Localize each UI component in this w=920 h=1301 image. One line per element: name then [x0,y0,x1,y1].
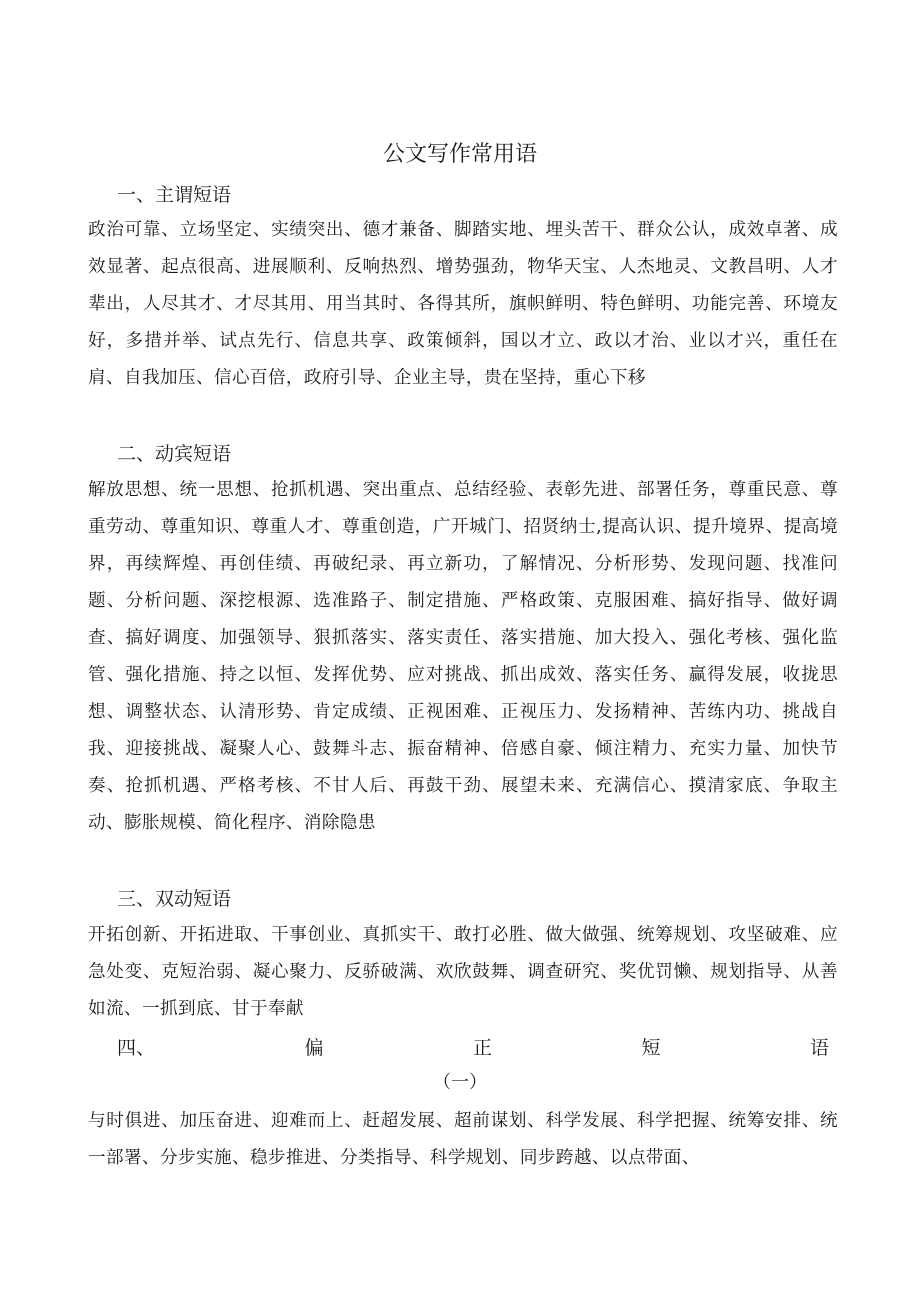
section-2-heading: 二、动宾短语 [117,443,232,465]
section-3-heading: 三、双动短语 [117,888,232,910]
document-title: 公文写作常用语 [382,142,537,167]
section-4-heading [117,1035,829,1061]
section-1-heading: 一、主谓短语 [117,184,232,206]
section-4-heading-part: 语 [809,1037,829,1059]
section-4-heading-part: 四、 [117,1037,156,1059]
section-4-body: 与时俱进、加压奋进、迎难而上、赶超发展、超前谋划、科学发展、科学把握、统筹安排、统一部署、分步实施、稳步推进、分类指导、科学规划、同步跨越、以点带面、 [88,1111,838,1168]
section-1-body: 政治可靠、立场坚定、实绩突出、德才兼备、脚踏实地、埋头苦干、群众公认，成效卓著、成效显著、起点很高、进展顺利、反响热烈、增势强劲，物华天宝、人杰地灵、文教昌明、人才辈出，人尽其才、才尽其用、用当其时、各得其所，旗帜鲜明、特色鲜明、功能完善、环境友好，多措并举、试点先行、信息共享、政策倾斜，国以才立、政以才治、业以才兴，重任在肩、自我加压、信心百倍，政府引导、企业主导，贵在坚持，重心下移 [88,220,838,388]
section-4-heading-part: 短 [641,1037,661,1059]
section-2-body: 解放思想、统一思想、抢抓机遇、突出重点、总结经验、表彰先进、部署任务，尊重民意、尊重劳动、尊重知识、尊重人才、尊重创造，广开城门、招贤纳士,提高认识、提升境界、提高境界，再续辉煌、再创佳绩、再破纪录、再立新功，了解情况、分析形势、发现问题、找准问题、分析问题、深挖根源、选准路子、制定措施、严格政策、克服困难、搞好指导、做好调查、搞好调度、加强领导、狠抓落实、落实责任、落实措施、加大投入、强化考核、强化监管、强化措施、持之以恒、发挥优势、应对挑战、抓出成效、落实任务、赢得发展，收拢思想、调整状态、认清形势、肯定成绩、正视困难、正视压力、发扬精神、苦练内功、挑战自我、迎接挑战、凝聚人心、鼓舞斗志、振奋精神、倍感自豪、倾注精力、充实力量、加快节奏、抢抓机遇、严格考核、不甘人后、再鼓干劲、展望未来、充满信心、摸清家底、争取主动、膨胀规模、简化程序、消除隐患 [88,480,838,833]
section-4-heading-part: 偏 [304,1037,324,1059]
section-4-subheading: （一） [433,1072,487,1093]
section-3-body: 开拓创新、开拓进取、干事创业、真抓实干、敢打必胜、做大做强、统筹规划、攻坚破难、应急处变、克短治弱、凝心聚力、反骄破满、欢欣鼓舞、调查研究、奖优罚懒、规划指导、从善如流、一抓到底、甘于奉献 [88,925,838,1019]
section-4-heading-part: 正 [472,1037,492,1059]
